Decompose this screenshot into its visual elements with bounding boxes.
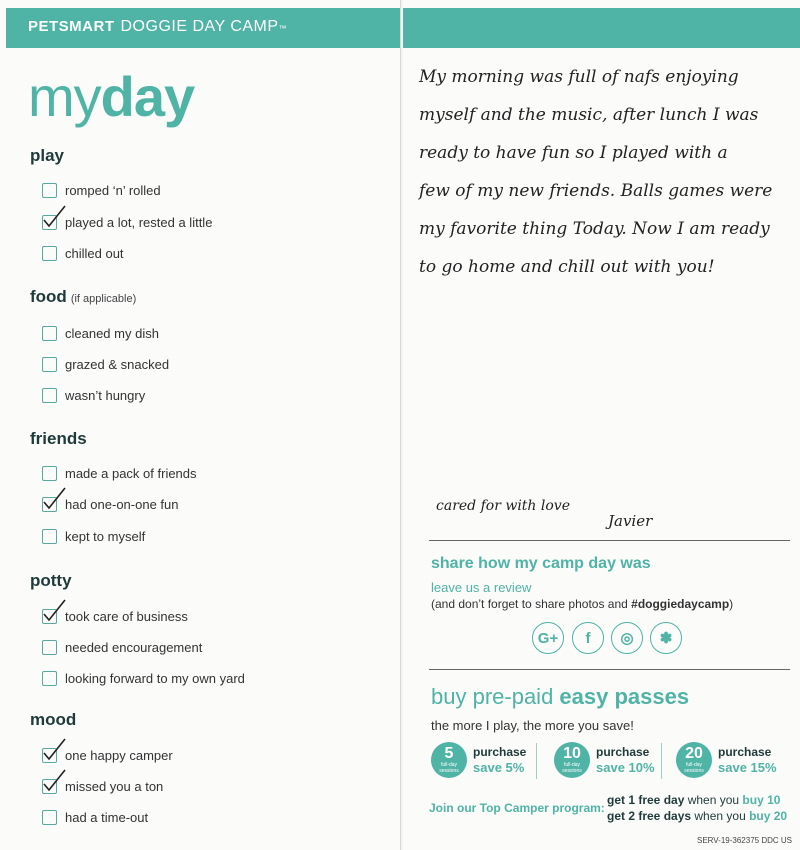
pass-badge xyxy=(554,742,590,778)
checkbox-label: one happy camper xyxy=(65,747,173,763)
pass-purchase: purchase xyxy=(473,745,527,759)
checkbox-label: grazed & snacked xyxy=(65,356,170,372)
pass-sessions: full-day sessions xyxy=(562,762,582,774)
passes-title-a: buy pre-paid xyxy=(431,684,560,709)
free-day-line xyxy=(607,792,787,808)
checkbox[interactable] xyxy=(42,466,57,481)
right-panel xyxy=(403,0,800,850)
checkbox-item[interactable] xyxy=(42,527,145,545)
top-camper-label: Join our Top Camper program: xyxy=(429,801,605,815)
pass-sessions: full-day sessions xyxy=(439,762,459,774)
facebook-icon[interactable]: f xyxy=(572,622,604,654)
header-bar xyxy=(403,8,800,48)
divider xyxy=(661,743,662,779)
food-title: food xyxy=(30,287,67,306)
pass-sessions: full-day sessions xyxy=(684,762,704,774)
pass-purchase: purchase xyxy=(718,745,772,759)
form-code: SERV-19-362375 DDC US xyxy=(696,836,792,845)
divider xyxy=(429,540,790,541)
checkbox[interactable] xyxy=(42,246,57,261)
page-title xyxy=(28,62,194,132)
pass-purchase: purchase xyxy=(596,745,650,759)
note-line: few of my new friends. Balls games were xyxy=(419,181,773,201)
section-food-title xyxy=(30,287,136,307)
pass-count: 5 xyxy=(444,745,454,762)
checkbox-checked[interactable] xyxy=(42,215,57,230)
checkbox-label: chilled out xyxy=(65,245,124,261)
checkbox-item[interactable] xyxy=(42,386,145,404)
pass-option xyxy=(676,742,777,778)
checkbox-checked[interactable] xyxy=(42,779,57,794)
signature: Javier xyxy=(608,512,653,530)
check-mark-icon xyxy=(41,768,67,794)
brand xyxy=(28,18,287,36)
food-note: (if applicable) xyxy=(70,293,137,305)
pass-text xyxy=(718,745,777,775)
free-a: get 2 free days xyxy=(607,809,692,823)
passes-title xyxy=(431,684,689,710)
checkbox-label: kept to myself xyxy=(65,528,146,544)
checkbox[interactable] xyxy=(42,388,57,403)
divider xyxy=(536,743,537,779)
checkbox-item[interactable] xyxy=(42,746,173,764)
title-day: day xyxy=(100,65,195,128)
checkbox-item[interactable] xyxy=(42,638,202,656)
pass-text xyxy=(473,745,526,775)
divider xyxy=(429,669,790,670)
free-days xyxy=(607,792,787,824)
checkbox-label: romped ‘n’ rolled xyxy=(65,182,161,198)
checkbox-item[interactable] xyxy=(42,464,197,482)
checkbox-label: had one-on-one fun xyxy=(65,496,179,512)
hashtag: #doggiedaycamp xyxy=(631,597,730,611)
checkbox-label: needed encouragement xyxy=(65,639,203,655)
checkbox[interactable] xyxy=(42,183,57,198)
note-line: ready to have fun so I played with a xyxy=(419,143,728,163)
free-a: get 1 free day xyxy=(607,793,685,807)
pass-text xyxy=(596,745,655,775)
checkbox[interactable] xyxy=(42,640,57,655)
pass-badge xyxy=(676,742,712,778)
note-line: to go home and chill out with you! xyxy=(419,257,715,277)
checkbox-label: made a pack of friends xyxy=(65,465,197,481)
checkbox-label: looking forward to my own yard xyxy=(65,670,245,686)
pass-count: 10 xyxy=(563,745,581,762)
section-play-title: play xyxy=(30,146,65,165)
checkbox[interactable] xyxy=(42,529,57,544)
cared-for-label: cared for with love xyxy=(436,498,570,514)
instagram-icon[interactable]: ◎ xyxy=(611,622,643,654)
free-c: buy 10 xyxy=(742,793,781,807)
checkbox-item[interactable] xyxy=(42,808,148,826)
check-mark-icon xyxy=(41,737,67,763)
checkbox-checked[interactable] xyxy=(42,609,57,624)
google-plus-icon[interactable]: G+ xyxy=(532,622,564,654)
hashtag-pre: (and don’t forget to share photos and xyxy=(431,597,632,611)
section-potty-title: potty xyxy=(30,571,72,590)
pass-save: save 15% xyxy=(718,760,777,775)
pass-option xyxy=(554,742,655,778)
trademark: ™ xyxy=(278,24,288,33)
checkbox-item[interactable] xyxy=(42,777,163,795)
checkbox-label: missed you a ton xyxy=(65,778,164,794)
note-line: myself and the music, after lunch I was xyxy=(419,105,759,125)
passes-title-b: easy passes xyxy=(559,684,690,709)
checkbox-label: had a time-out xyxy=(65,809,149,825)
free-b: when you xyxy=(684,793,743,807)
free-day-line xyxy=(607,808,787,824)
title-my: my xyxy=(28,65,101,128)
checkbox-item[interactable] xyxy=(42,495,178,513)
checkbox-item[interactable] xyxy=(42,324,159,342)
passes-subtitle: the more I play, the more you save! xyxy=(431,718,634,733)
checkbox-label: cleaned my dish xyxy=(65,325,159,341)
hashtag-line xyxy=(431,597,733,611)
share-title: share how my camp day was xyxy=(431,555,651,572)
checkbox[interactable] xyxy=(42,671,57,686)
checkbox-item[interactable] xyxy=(42,213,212,231)
checkbox-checked[interactable] xyxy=(42,497,57,512)
section-mood-title: mood xyxy=(30,710,77,729)
free-c: buy 20 xyxy=(749,809,788,823)
check-mark-icon xyxy=(41,486,67,512)
hashtag-post: ) xyxy=(729,597,734,611)
checkbox-item[interactable] xyxy=(42,181,161,199)
checkbox-label: took care of business xyxy=(65,608,188,624)
brand-name: PETSMART xyxy=(28,18,115,35)
check-mark-icon xyxy=(41,598,67,624)
checkbox-item[interactable] xyxy=(42,607,188,625)
pass-option xyxy=(431,742,526,778)
free-b: when you xyxy=(691,809,750,823)
checkbox[interactable] xyxy=(42,810,57,825)
checkbox[interactable] xyxy=(42,326,57,341)
review-link[interactable]: leave us a review xyxy=(431,580,532,595)
handwritten-note xyxy=(419,58,800,286)
check-mark-icon xyxy=(41,204,67,230)
checkbox-item[interactable] xyxy=(42,669,245,687)
checkbox-label: played a lot, rested a little xyxy=(65,214,213,230)
program-name: DOGGIE DAY CAMP xyxy=(120,18,279,35)
pass-count: 20 xyxy=(685,745,703,762)
checkbox-item[interactable] xyxy=(42,355,169,373)
pass-badge xyxy=(431,742,467,778)
checkbox-label: wasn’t hungry xyxy=(65,387,146,403)
note-line: My morning was full of nafs enjoying xyxy=(419,67,739,87)
note-line: my favorite thing Today. Now I am ready xyxy=(419,219,770,239)
yelp-icon[interactable]: ✽ xyxy=(650,622,682,654)
pass-save: save 10% xyxy=(596,760,655,775)
checkbox[interactable] xyxy=(42,357,57,372)
checkbox-item[interactable] xyxy=(42,244,124,262)
section-friends-title: friends xyxy=(30,429,87,448)
pass-save: save 5% xyxy=(473,760,525,775)
checkbox-checked[interactable] xyxy=(42,748,57,763)
